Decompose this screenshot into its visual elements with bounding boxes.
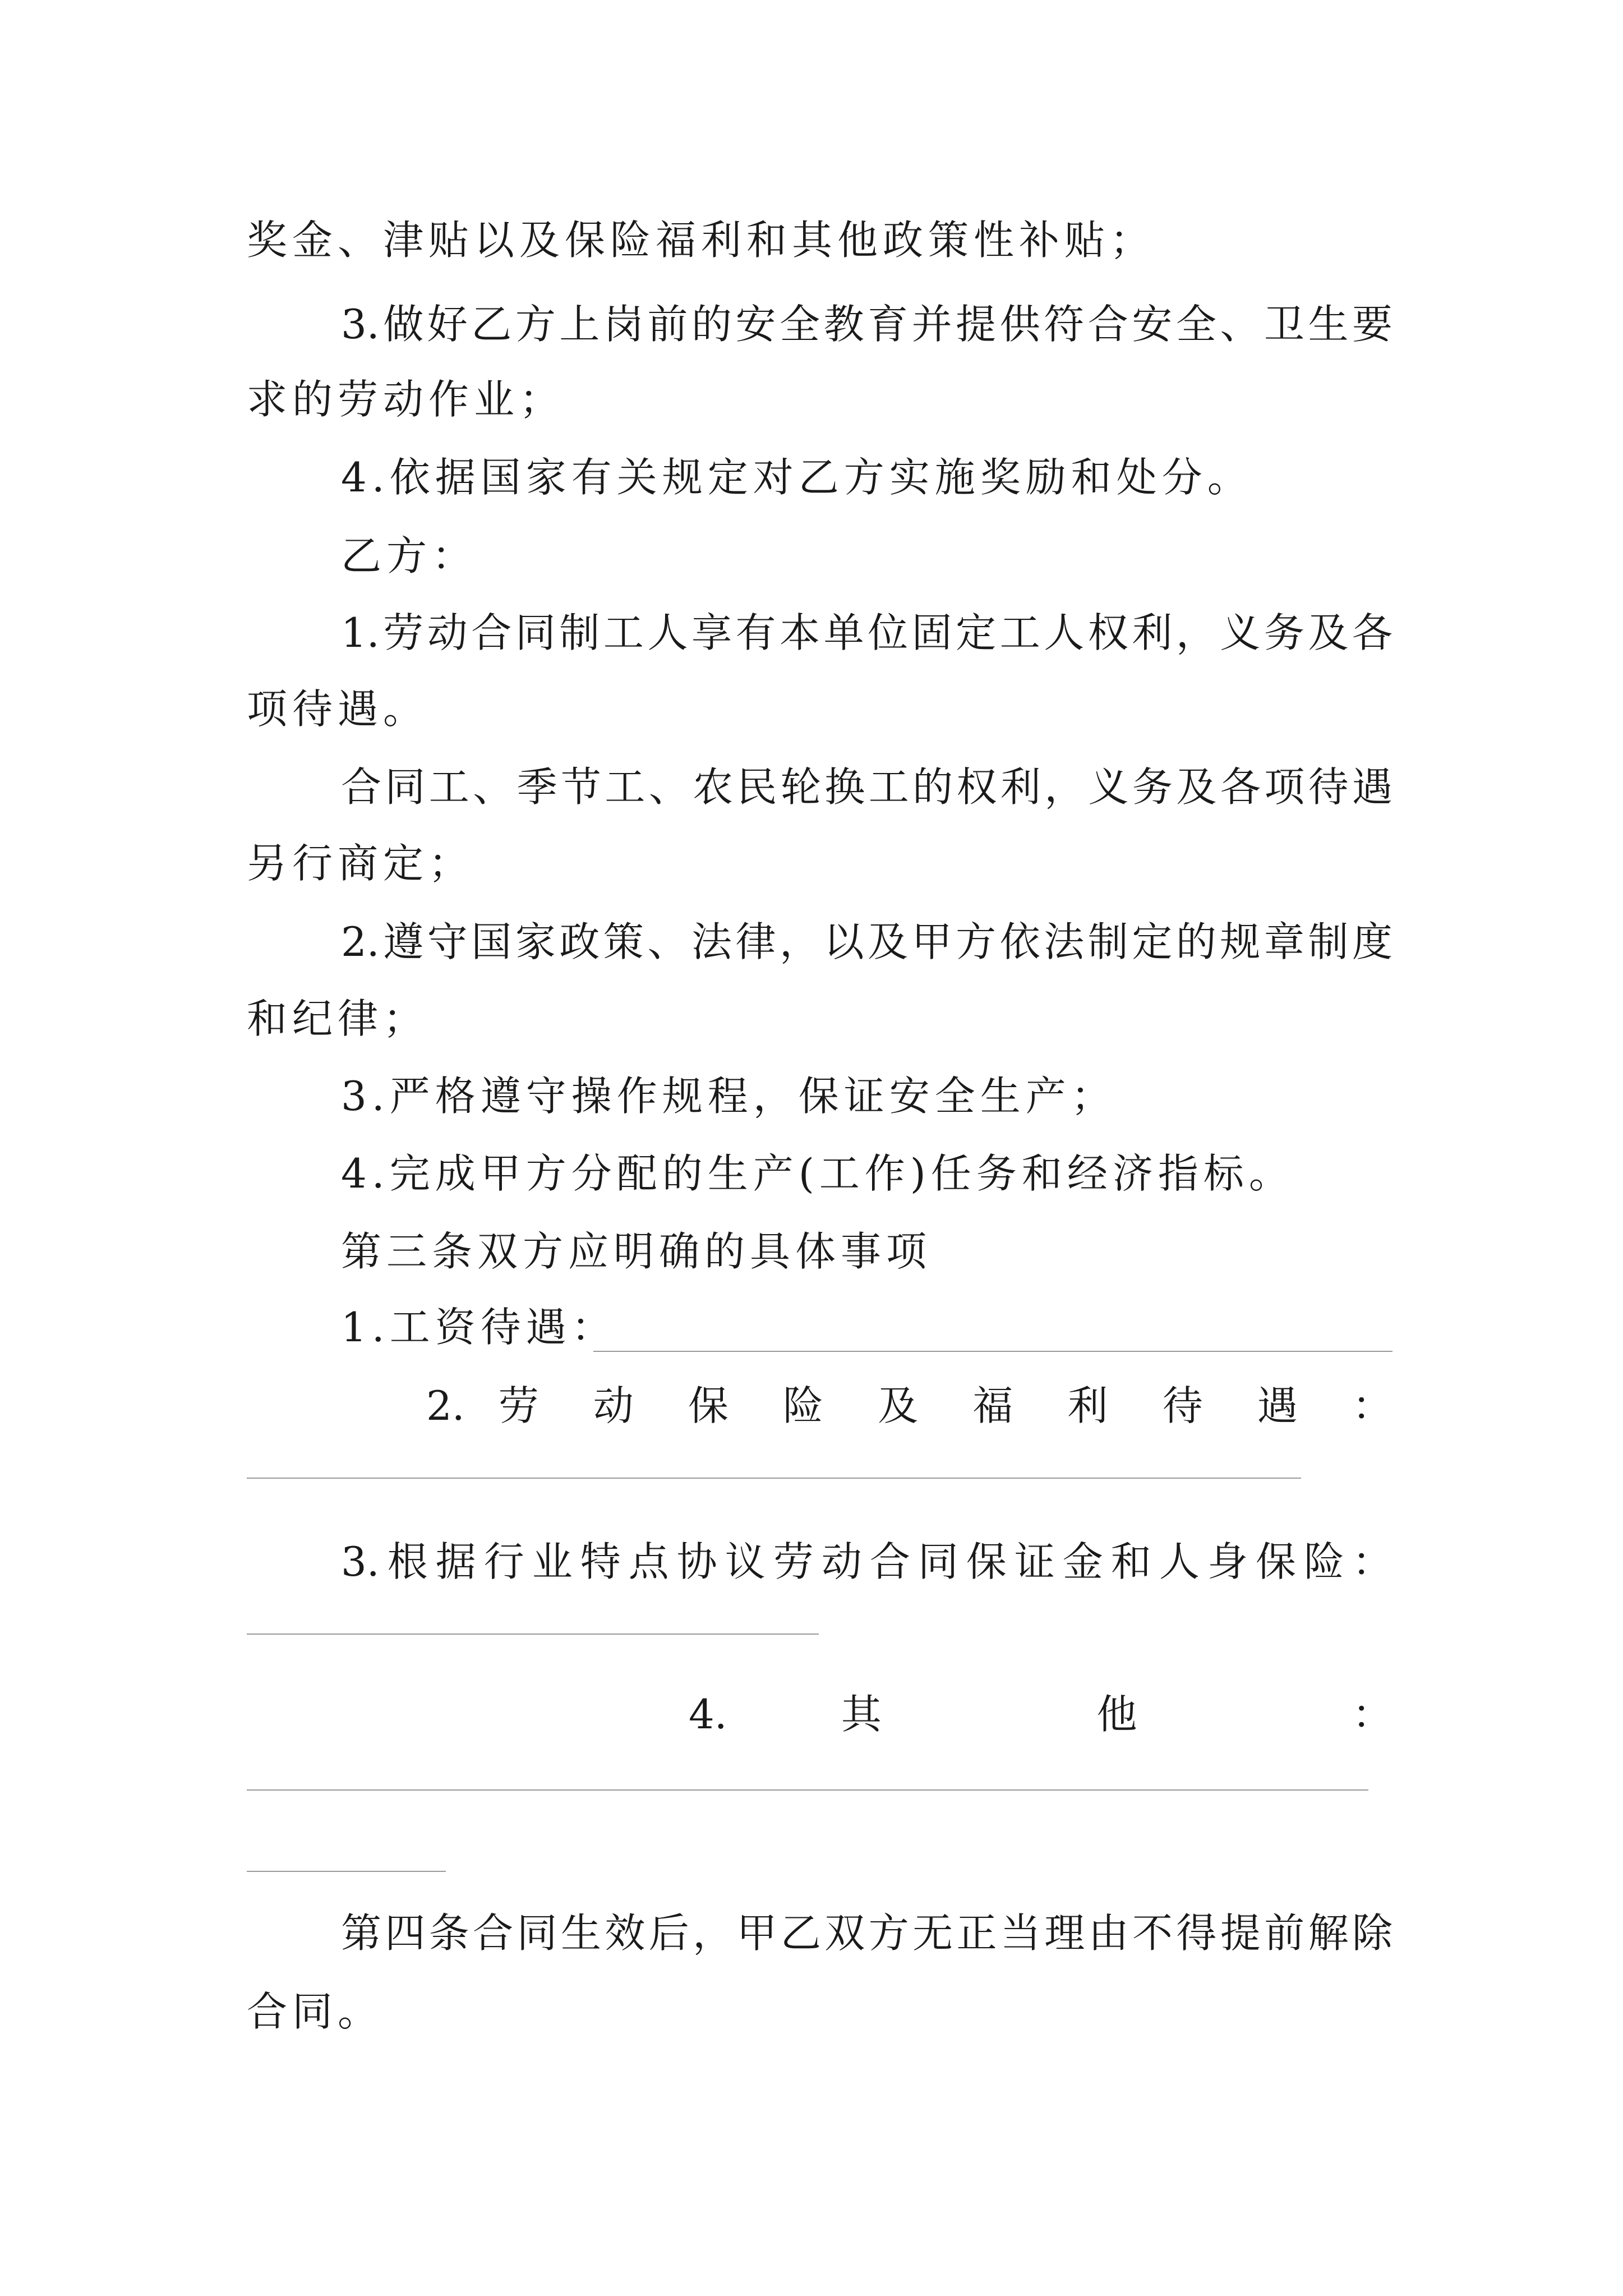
text-line-13: 4.完成甲方分配的生产(工作)任务和经济指标。 <box>341 1150 1294 1197</box>
text-line-12: 3.严格遵守操作规程，保证安全生产； <box>341 1073 1117 1120</box>
text-line-2: 3.做好乙方上岗前的安全教育并提供符合安全、卫生要 <box>341 301 1393 348</box>
blank-line-insurance <box>247 1634 819 1635</box>
text-line-5: 乙方： <box>341 532 478 579</box>
blank-line-other-2 <box>247 1871 446 1872</box>
text-line-20: 合同。 <box>247 1988 384 2035</box>
text-line-4: 4.依据国家有关规定对乙方实施奖励和处分。 <box>341 454 1253 501</box>
blank-line-wages <box>593 1351 1393 1352</box>
text-line-3: 求的劳动作业； <box>247 376 565 423</box>
text-line-8: 合同工、季节工、农民轮换工的权利，义务及各项待遇 <box>341 763 1393 811</box>
text-line-9: 另行商定； <box>247 840 474 887</box>
text-line-16: 2. 劳 动 保 险 及 福 利 待 遇 ： <box>426 1382 1393 1429</box>
text-line-15: 1.工资待遇： <box>341 1304 617 1351</box>
text-line-18: 4. 其 他 ： <box>689 1691 1393 1738</box>
text-line-17: 3.根据行业特点协议劳动合同保证金和人身保险： <box>341 1538 1393 1585</box>
text-line-1: 奖金、津贴以及保险福利和其他政策性补贴； <box>247 217 1156 264</box>
text-line-6: 1.劳动合同制工人享有本单位固定工人权利，义务及各 <box>341 609 1393 656</box>
text-line-14: 第三条双方应明确的具体事项 <box>341 1228 932 1275</box>
text-line-11: 和纪律； <box>247 995 429 1042</box>
text-line-7: 项待遇。 <box>247 685 429 733</box>
blank-line-welfare <box>247 1478 1301 1479</box>
text-line-19: 第四条合同生效后，甲乙双方无正当理由不得提前解除 <box>341 1910 1393 1957</box>
blank-line-other-1 <box>247 1789 1368 1791</box>
text-line-10: 2.遵守国家政策、法律，以及甲方依法制定的规章制度 <box>341 918 1393 965</box>
